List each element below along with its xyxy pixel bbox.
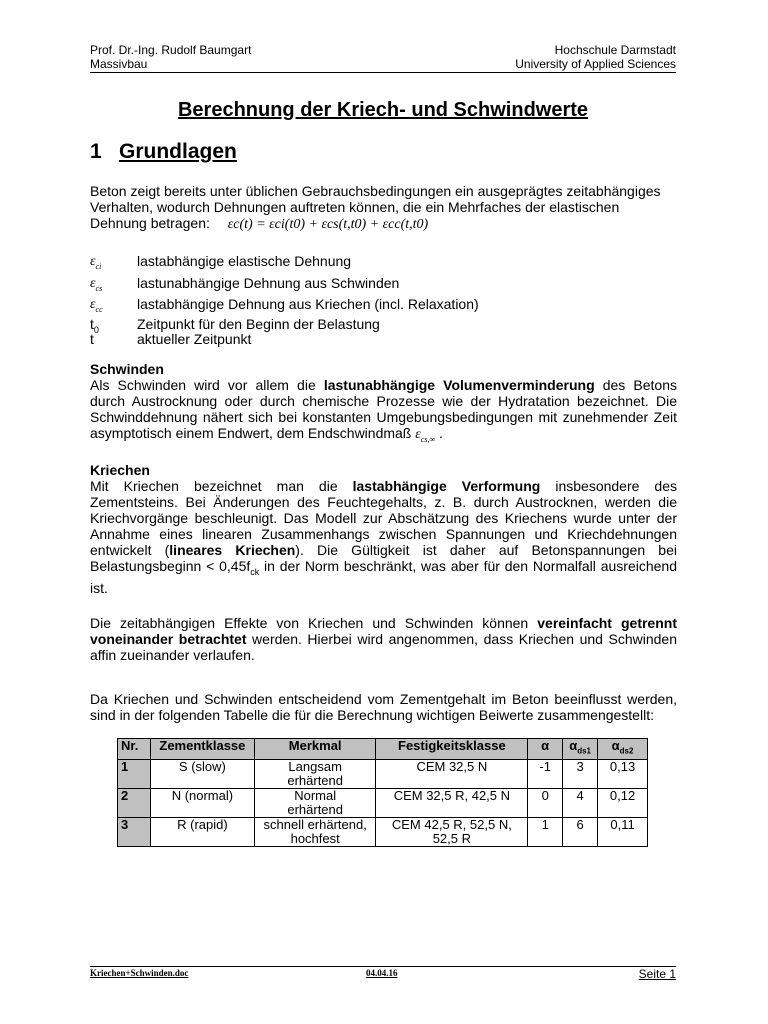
university: Hochschule Darmstadt	[554, 43, 676, 57]
paragraph-schwinden: Als Schwinden wird vor allem die lastunabhängige Volumenverminderung des Betons durch Austrocknung oder durch chemische Prozesse wie der Hydratation bezeichnet. Die Schwinddehnung nähert sich bei konstanten Umgebungsbedingungen mit zunehmender Zeit asymptotisch einem Endwert, dem Endschwindmaß $\varepsilon_{cs,\infty}$ .	[90, 377, 677, 444]
table-row: 2 N (normal) Normal erhärtend CEM 32,5 R, 42,5 N 0 4 0,12	[118, 788, 648, 817]
heading-kriechen: Kriechen	[90, 462, 150, 478]
def-text-1: lastabhängige elastische Dehnung	[137, 253, 352, 269]
coefficient-table	[117, 738, 648, 847]
table-row: 3 R (rapid) schnell erhärtend, hochfest CEM 42,5 R, 52,5 N, 52,5 R 1 6 0,11	[118, 817, 648, 846]
def-symbol-5: t	[90, 331, 94, 347]
heading-schwinden: Schwinden	[90, 361, 164, 377]
author: Prof. Dr.-Ing. Rudolf Baumgart	[90, 43, 252, 57]
intro-line-1: Beton zeigt bereits unter üblichen Gebrauchsbedingungen ein ausgeprägtes zeitabhängiges	[90, 183, 661, 199]
university-subtitle: University of Applied Sciences	[515, 57, 676, 71]
table-header-row	[118, 739, 648, 760]
th-alpha-ds1: $\alpha_{ds1}$	[563, 739, 598, 760]
paragraph-kriechen: Mit Kriechen bezeichnet man die lastabhängige Verformung insbesondere des Zementsteins. Bei Änderungen des Feuchtegehalts, z. B. durch Austrocknen, werden die Kriechvorgänge beschleunigt. Das Modell zur Abschätzung des Kriechens wurde unter der Annahme eines linearen Zusammenhangs zwischen Spannungen und Kriechdehnungen entwickelt (lineares Kriechen). Die Gültigkeit ist daher auf Betonspannungen bei Belastungsbeginn < $0,45f_{ck}$ in der Norm beschränkt, was aber für den Normalfall ausreichend ist.	[90, 478, 678, 596]
paragraph-table-intro: Da Kriechen und Schwinden entscheidend vom Zementgehalt im Beton beeinflusst werden, sind in der folgenden Tabelle die für die Berechnung wichtigen Beiwerte zusammengestellt:	[90, 691, 677, 723]
header-left	[90, 43, 251, 71]
def-text-2: lastunabhängige Dehnung aus Schwinden	[137, 275, 400, 291]
document-title: Berechnung der Kriech- und Schwindwerte	[177, 99, 589, 121]
intro-line-3: Dehnung betragen: εc(t) = εci(t0) + εcs(t,t0) + εcc(t,t0)	[90, 215, 429, 232]
def-text-3: lastabhängige Dehnung aus Kriechen (incl. Relaxation)	[137, 296, 479, 312]
intro-paragraph	[90, 183, 677, 233]
header-divider	[90, 72, 676, 73]
header-right	[515, 43, 676, 71]
def-symbol-2: $\varepsilon_{cs}$	[90, 276, 103, 293]
def-text-4: Zeitpunkt für den Beginn der Belastung	[137, 316, 380, 332]
footer-filename: Kriechen+Schwinden.doc	[90, 968, 189, 978]
department: Massivbau	[90, 57, 148, 71]
th-nr: Nr.	[118, 739, 151, 760]
strain-formula: εc(t) = εci(t0) + εcs(t,t0) + εcc(t,t0)	[227, 217, 429, 232]
def-symbol-1: $\varepsilon_{ci}$	[90, 254, 102, 271]
th-alpha: α	[528, 739, 563, 760]
section-heading	[90, 140, 237, 164]
th-zementklasse: Zementklasse	[150, 739, 254, 760]
th-festigkeitsklasse: Festigkeitsklasse	[376, 739, 528, 760]
th-merkmal: Merkmal	[254, 739, 376, 760]
footer-page-number: Seite 1	[638, 967, 676, 981]
footer-date: 04.04.16	[366, 968, 398, 978]
paragraph-effekte: Die zeitabhängigen Effekte von Kriechen und Schwinden können vereinfacht getrennt voneinander betrachtet werden. Hierbei wird angenommen, dass Kriechen und Schwinden affin zueinander verlaufen.	[90, 615, 677, 663]
table-row: 1 S (slow) Langsam erhärtend CEM 32,5 N -1 3 0,13	[118, 759, 648, 788]
def-symbol-3: $\varepsilon_{cc}$	[90, 297, 103, 314]
endschwindmass-symbol: $\varepsilon_{cs,\infty}$	[415, 427, 436, 444]
def-symbol-4: $t_0$	[90, 316, 99, 335]
intro-line-2: Verhalten, wodurch Dehnungen auftreten können, die ein Mehrfaches der elastischen	[90, 199, 620, 215]
footer-divider	[90, 966, 676, 967]
def-text-5: aktueller Zeitpunkt	[137, 331, 252, 347]
section-title: Grundlagen	[119, 140, 237, 163]
section-number: 1	[90, 140, 102, 163]
th-alpha-ds2: $\alpha_{ds2}$	[598, 739, 648, 760]
